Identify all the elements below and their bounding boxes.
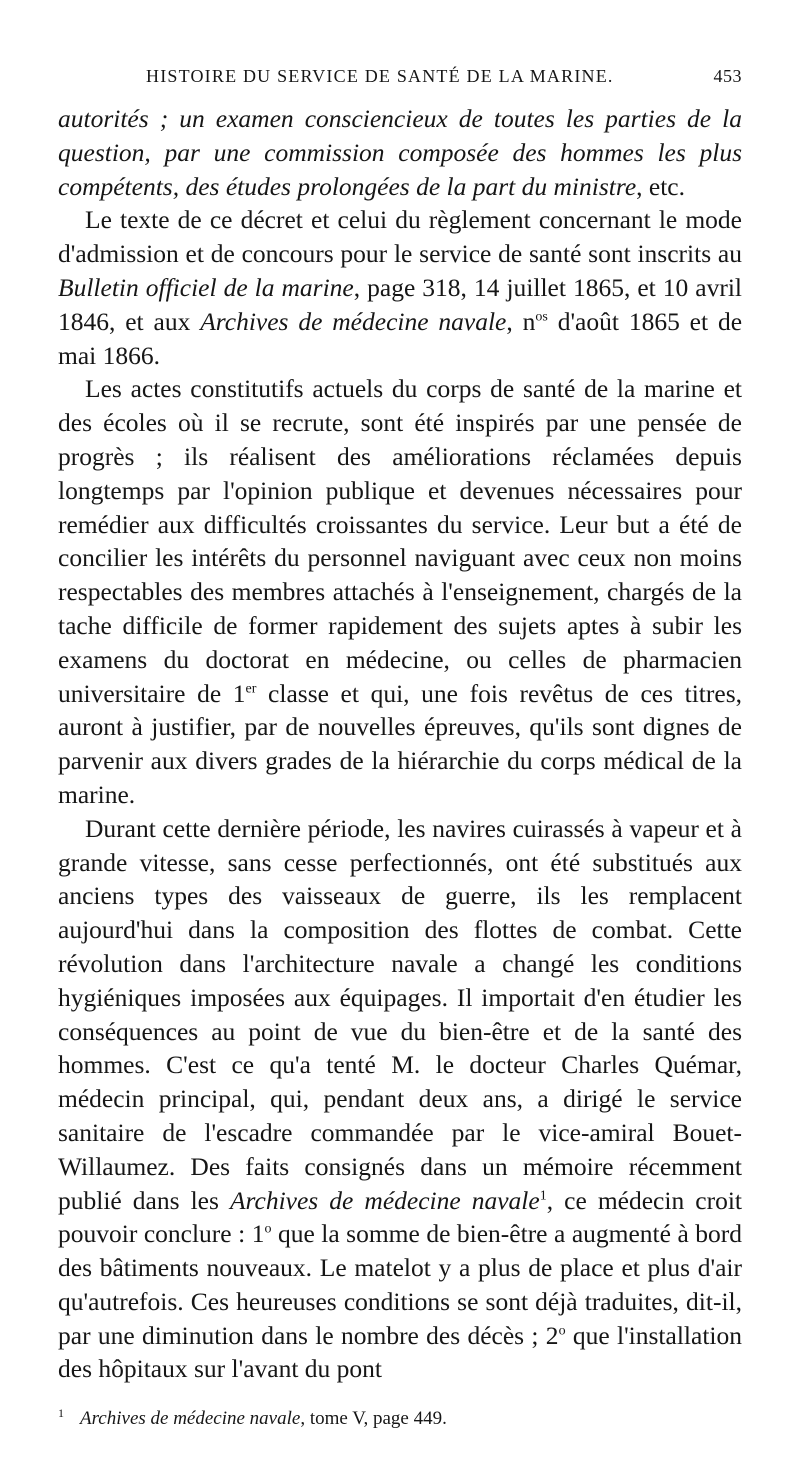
paragraph-2	[58, 203, 742, 372]
paragraph-4-text-b: , ce médecin croit pouvoir conclure : 1	[58, 1185, 742, 1249]
paragraph-1-italic: autorités ; un examen consciencieux de toutes les parties de la question, par une commission composée des hommes les plus compétents, des études prolongées de la part du ministre	[58, 104, 742, 201]
paragraph-4-text-d: que l'installation des hôpitaux sur l'avant du pont	[58, 1320, 742, 1384]
paragraph-4-text-a: Durant cette dernière période, les navires cuirassés à vapeur et à grande vitesse, sans cesse perfectionnés, ont été substitués aux anciens types des vaisseaux de guerre, ils les remplacent aujourd'hui dans la composition des flottes de combat. Cette révolution dans l'architecture navale a changé les conditions hygiéniques imposées aux équipages. Il importait d'en étudier les conséquences au point de vue du bien-être et de la santé des hommes. C'est ce qu'a tenté M. le docteur Charles Quémar, médecin principal, qui, pendant deux ans, a dirigé le service sanitaire de l'escadre commandée par le vice-amiral Bouet-Willaumez. Des faits consignés dans un mémoire récemment publié dans les	[58, 813, 742, 1215]
footnote	[58, 1407, 742, 1431]
superscript-er: er	[245, 681, 257, 697]
paragraph-4	[58, 812, 742, 1387]
paragraph-2-text-c: , n	[506, 306, 536, 336]
page-number: 453	[713, 66, 742, 86]
superscript-os: os	[535, 309, 548, 325]
book-page	[58, 0, 742, 1475]
footnote-rest: , tome V, page 449.	[300, 1408, 447, 1429]
footnote-title: Archives de médecine navale	[80, 1408, 301, 1429]
paragraph-3	[58, 372, 742, 811]
paragraph-2-text-b: , page 318, 14 juillet 1865, et 10 avril 1846, et aux	[58, 272, 742, 336]
superscript-o-2: o	[558, 1323, 566, 1339]
superscript-o-1: o	[264, 1221, 272, 1237]
archives-title-2: Archives de médecine navale	[229, 1185, 540, 1215]
footnote-mark: 1	[58, 1405, 64, 1420]
bulletin-title: Bulletin officiel de la marine	[58, 272, 354, 302]
paragraph-1-tail: , etc.	[636, 171, 686, 201]
paragraph-3-text-b: classe et qui, une fois revêtus de ces titres, auront à justifier, par de nouvelles épreuves, qu'ils sont dignes de parvenir aux divers grades de la hiérarchie du corps médical de la marine.	[58, 678, 742, 809]
archives-title: Archives de médecine navale	[200, 306, 507, 336]
running-head	[58, 66, 742, 96]
footnote-reference[interactable]: 1	[539, 1188, 547, 1203]
paragraph-4-text-c: que la somme de bien-être a augmenté à bord des bâtiments nouveaux. Le matelot y a plus de place et plus d'air qu'autrefois. Ces heureuses conditions se sont déjà traduites, dit-il, par une diminution dans le nombre des décès ; 2	[58, 1219, 743, 1350]
paragraph-3-text-a: Les actes constitutifs actuels du corps de santé de la marine et des écoles où il se recrute, sont été inspirés par une pensée de progrès ; ils réalisent des améliorations réclamées depuis longtemps par l'opinion publique et devenues nécessaires pour remédier aux difficultés croissantes du service. Leur but a été de concilier les intérêts du personnel naviguant avec ceux non moins respectables des membres attachés à l'enseignement, chargés de la tache difficile de former rapidement des sujets aptes à subir les examens du doctorat en médecine, ou celles de pharmacien universitaire de 1	[58, 374, 742, 708]
paragraph-2-text-a: Le texte de ce décret et celui du règlement concernant le mode d'admission et de concours pour le service de santé sont inscrits au	[58, 205, 742, 269]
body-text	[58, 102, 742, 1386]
running-title: HISTOIRE DU SERVICE DE SANTÉ DE LA MARINE.	[146, 66, 614, 86]
paragraph-1	[58, 102, 742, 203]
paragraph-2-text-d: d'août 1865 et de mai 1866.	[58, 306, 743, 370]
